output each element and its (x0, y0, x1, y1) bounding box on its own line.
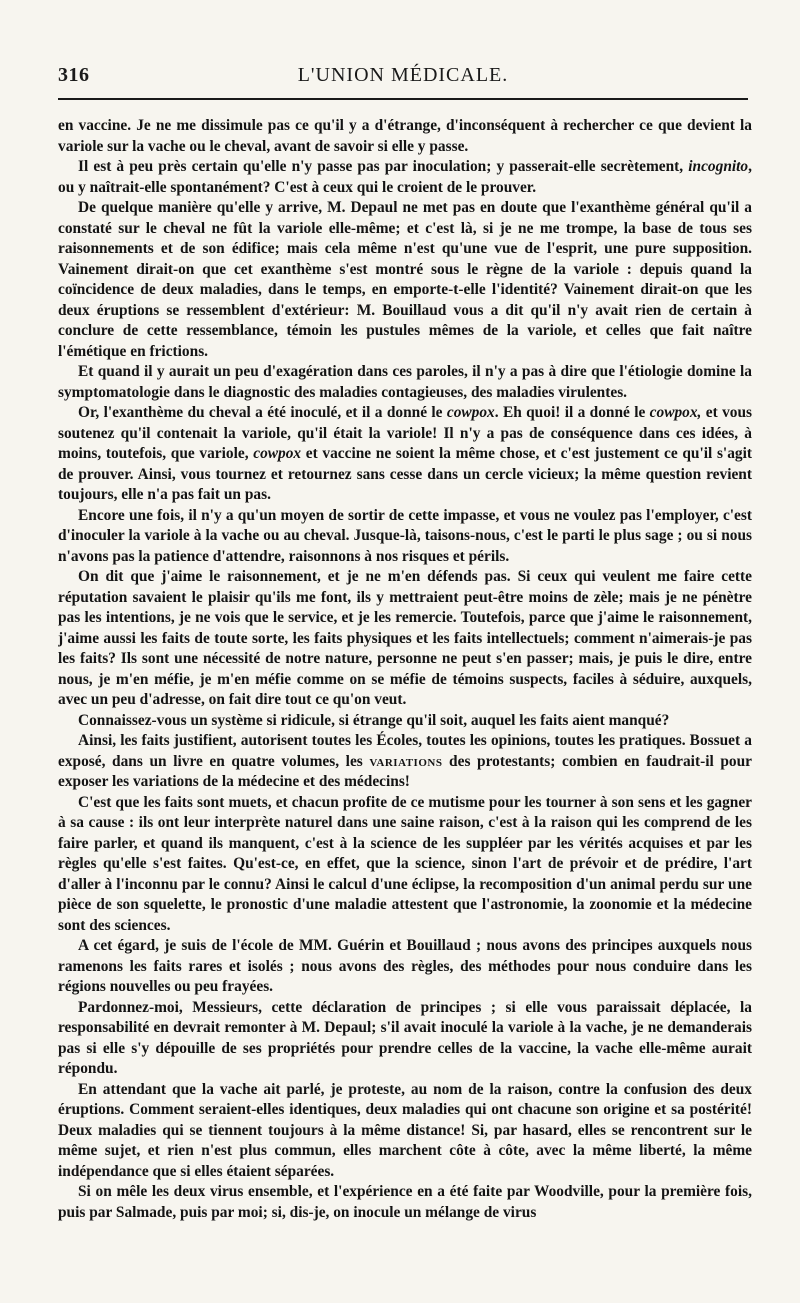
text-run: Connaissez-vous un système si ridicule, si étrange qu'il soit, auquel les faits aient manqué? (78, 711, 670, 729)
text-run: . Eh quoi! il a donné le (494, 404, 650, 421)
paragraph (58, 198, 752, 362)
page-number: 316 (58, 64, 90, 86)
text-run: Encore une fois, il n'y a qu'un moyen de sortir de cette impasse, et vous ne voulez pas l'employer, c'est d'inoculer la variole à la vache ou au cheval. Jusque-là, taisons-nous, c'est le parti le plus sage ; ou si nous n'avons pas la patience d'attendre, raisonnons à nos risques et périls. (58, 506, 752, 565)
text-run: , ou y naîtrait-elle spontanément? C'est à ceux qui le croient de le prouver. (58, 158, 752, 196)
paragraph (58, 1080, 752, 1183)
text-run: Pardonnez-moi, Messieurs, cette déclaration de principes ; si elle vous paraissait déplacée, la responsabilité en devrait remonter à M. Depaul; s'il avait inoculé la variole à la vache, je ne demanderais pas si elle s'y dépouille de ses propriétés pour prendre celles de la vaccine, la vache elle-même aurait répondu. (58, 998, 752, 1077)
text-run: A cet égard, je suis de l'école de MM. Guérin et Bouillaud ; nous avons des principes auxquels nous ramenons les faits rares et isolés ; nous avons des règles, des méthodes pour nous conduire dans les régions nouvelles ou peu frayées. (58, 937, 752, 995)
smallcaps-term: variations (369, 752, 443, 770)
text-run: Il est à peu près certain qu'elle n'y passe pas par inoculation; y passerait-elle secrètement, (78, 158, 689, 175)
paragraph (58, 731, 752, 793)
text-run: Ainsi, les faits justifient, autorisent toutes les Écoles, toutes les opinions, toutes les pratiques. Bossuet a exposé, dans un livre en quatre volumes, les (58, 732, 752, 770)
paragraph (58, 116, 752, 157)
paragraph (58, 1182, 752, 1223)
header-rule (58, 98, 748, 100)
text-run: De quelque manière qu'elle y arrive, M. Depaul ne met pas en doute que l'exanthème général qu'il a constaté sur le cheval ne fût la variole elle-même; et c'est là, si je ne me trompe, la base de tous ses raisonnements et de son édifice; mais cela même n'est qu'une vue de l'esprit, une pure supposition. Vainement dirait-on que cet exanthème s'est montré sous le règne de la variole : depuis quand la coïncidence de deux maladies, dans le temps, en emporte-t-elle l'identité? Vainement dirait-on que les deux éruptions se ressemblent d'extérieur: M. Bouillaud vous a dit qu'il n'y avait rien de certain à conclure de cette ressemblance, témoin les pustules mêmes de la variole, et celles que fait naître l'émétique en frictions. (58, 199, 752, 360)
italic-term: cowpox (253, 445, 302, 462)
italic-term: cowpox, (649, 404, 702, 421)
paragraph (58, 362, 752, 403)
running-head (58, 64, 748, 90)
journal-title: L'UNION MÉDICALE. (297, 64, 509, 86)
paragraph (58, 936, 752, 998)
text-run: et vous soutenez qu'il contenait la variole, qu'il était la variole! Il n'y a pas de conséquence dans ces idées, à moins, toutefois, que variole, (58, 404, 752, 462)
italic-term: incognito (688, 158, 749, 175)
paragraph (58, 157, 752, 198)
paragraph (58, 998, 752, 1080)
article-body (58, 116, 752, 1296)
text-run: On dit que j'aime le raisonnement, et je ne m'en défends pas. Si ceux qui veulent me faire cette réputation savaient le plaisir qu'ils me font, ils y mettraient peut-être moins de zèle; mais je ne pénètre pas les intentions, je ne vois que le service, et je les remercie. Toutefois, parce que j'aime le raisonnement, j'aime aussi les faits de toute sorte, les faits physiques et les faits intellectuels; comment n'aimerais-je pas les faits? Ils sont une nécessité de notre nature, personne ne peut s'en passer; mais, je puis le dire, entre nous, je m'en méfie, je m'en méfie comme on se méfie de témoins suspects, faciles à séduire, auxquels, avec un peu d'adresse, on fait dire tout ce qu'on veut. (58, 568, 752, 708)
text-run: des protestants; combien en faudrait-il pour exposer les variations de la médecine et des médecins! (58, 752, 752, 790)
italic-term: cowpox (446, 404, 495, 421)
paragraph (58, 793, 752, 937)
paragraph (58, 506, 752, 568)
text-run: en vaccine. Je ne me dissimule pas ce qu'il y a d'étrange, d'inconséquent à rechercher ce que devient la variole sur la vache ou le cheval, avant de savoir si elle y passe. (58, 117, 752, 155)
text-run: et vaccine ne soient la même chose, et c'est justement ce qu'il s'agit de prouver. Ainsi, vous tournez et retournez sans cesse dans un cercle vicieux; la même question revient toujours, elle n'a pas fait un pas. (58, 445, 752, 503)
text-run: En attendant que la vache ait parlé, je proteste, au nom de la raison, contre la confusion des deux éruptions. Comment seraient-elles identiques, deux maladies qui ont chacune son origine et sa postérité! Deux maladies qui se tiennent toujours à la même distance! Si, par hasard, elles se rencontrent sur le même sujet, et rien n'est plus commun, elles marchent côte à côte, avec la même liberté, la même indépendance que si elles étaient séparées. (58, 1080, 752, 1180)
text-run: Et quand il y aurait un peu d'exagération dans ces paroles, il n'y a pas à dire que l'étiologie domine la symptomatologie dans le diagnostic des maladies contagieuses, des maladies virulentes. (58, 363, 752, 401)
paragraph (58, 567, 752, 711)
paragraph (58, 403, 752, 506)
text-run: Si on mêle les deux virus ensemble, et l'expérience en a été faite par Woodville, pour la première fois, puis par Salmade, puis par moi; si, dis-je, on inocule un mélange de virus (58, 1183, 752, 1221)
text-run: Or, l'exanthème du cheval a été inoculé, et il a donné le (78, 404, 447, 421)
text-run: C'est que les faits sont muets, et chacun profite de ce mutisme pour les tourner à son sens et les gagner à sa cause : ils ont leur interprète naturel dans une saine raison, c'est à la raison qui les comprend de les faire parler, et quand ils manquent, c'est à la science de les suppléer par les vérités acquises et par les règles qu'elle s'est faites. Qu'est-ce, en effet, que la science, sinon l'art de prévoir et de prédire, l'art d'aller à l'inconnu par le connu? Ainsi le calcul d'une éclipse, la recomposition d'un animal perdu sur une pièce de son squelette, le pronostic d'une maladie attestent que l'astronomie, la zoonomie et la médecine sont des sciences. (58, 793, 752, 934)
paragraph (58, 711, 752, 732)
